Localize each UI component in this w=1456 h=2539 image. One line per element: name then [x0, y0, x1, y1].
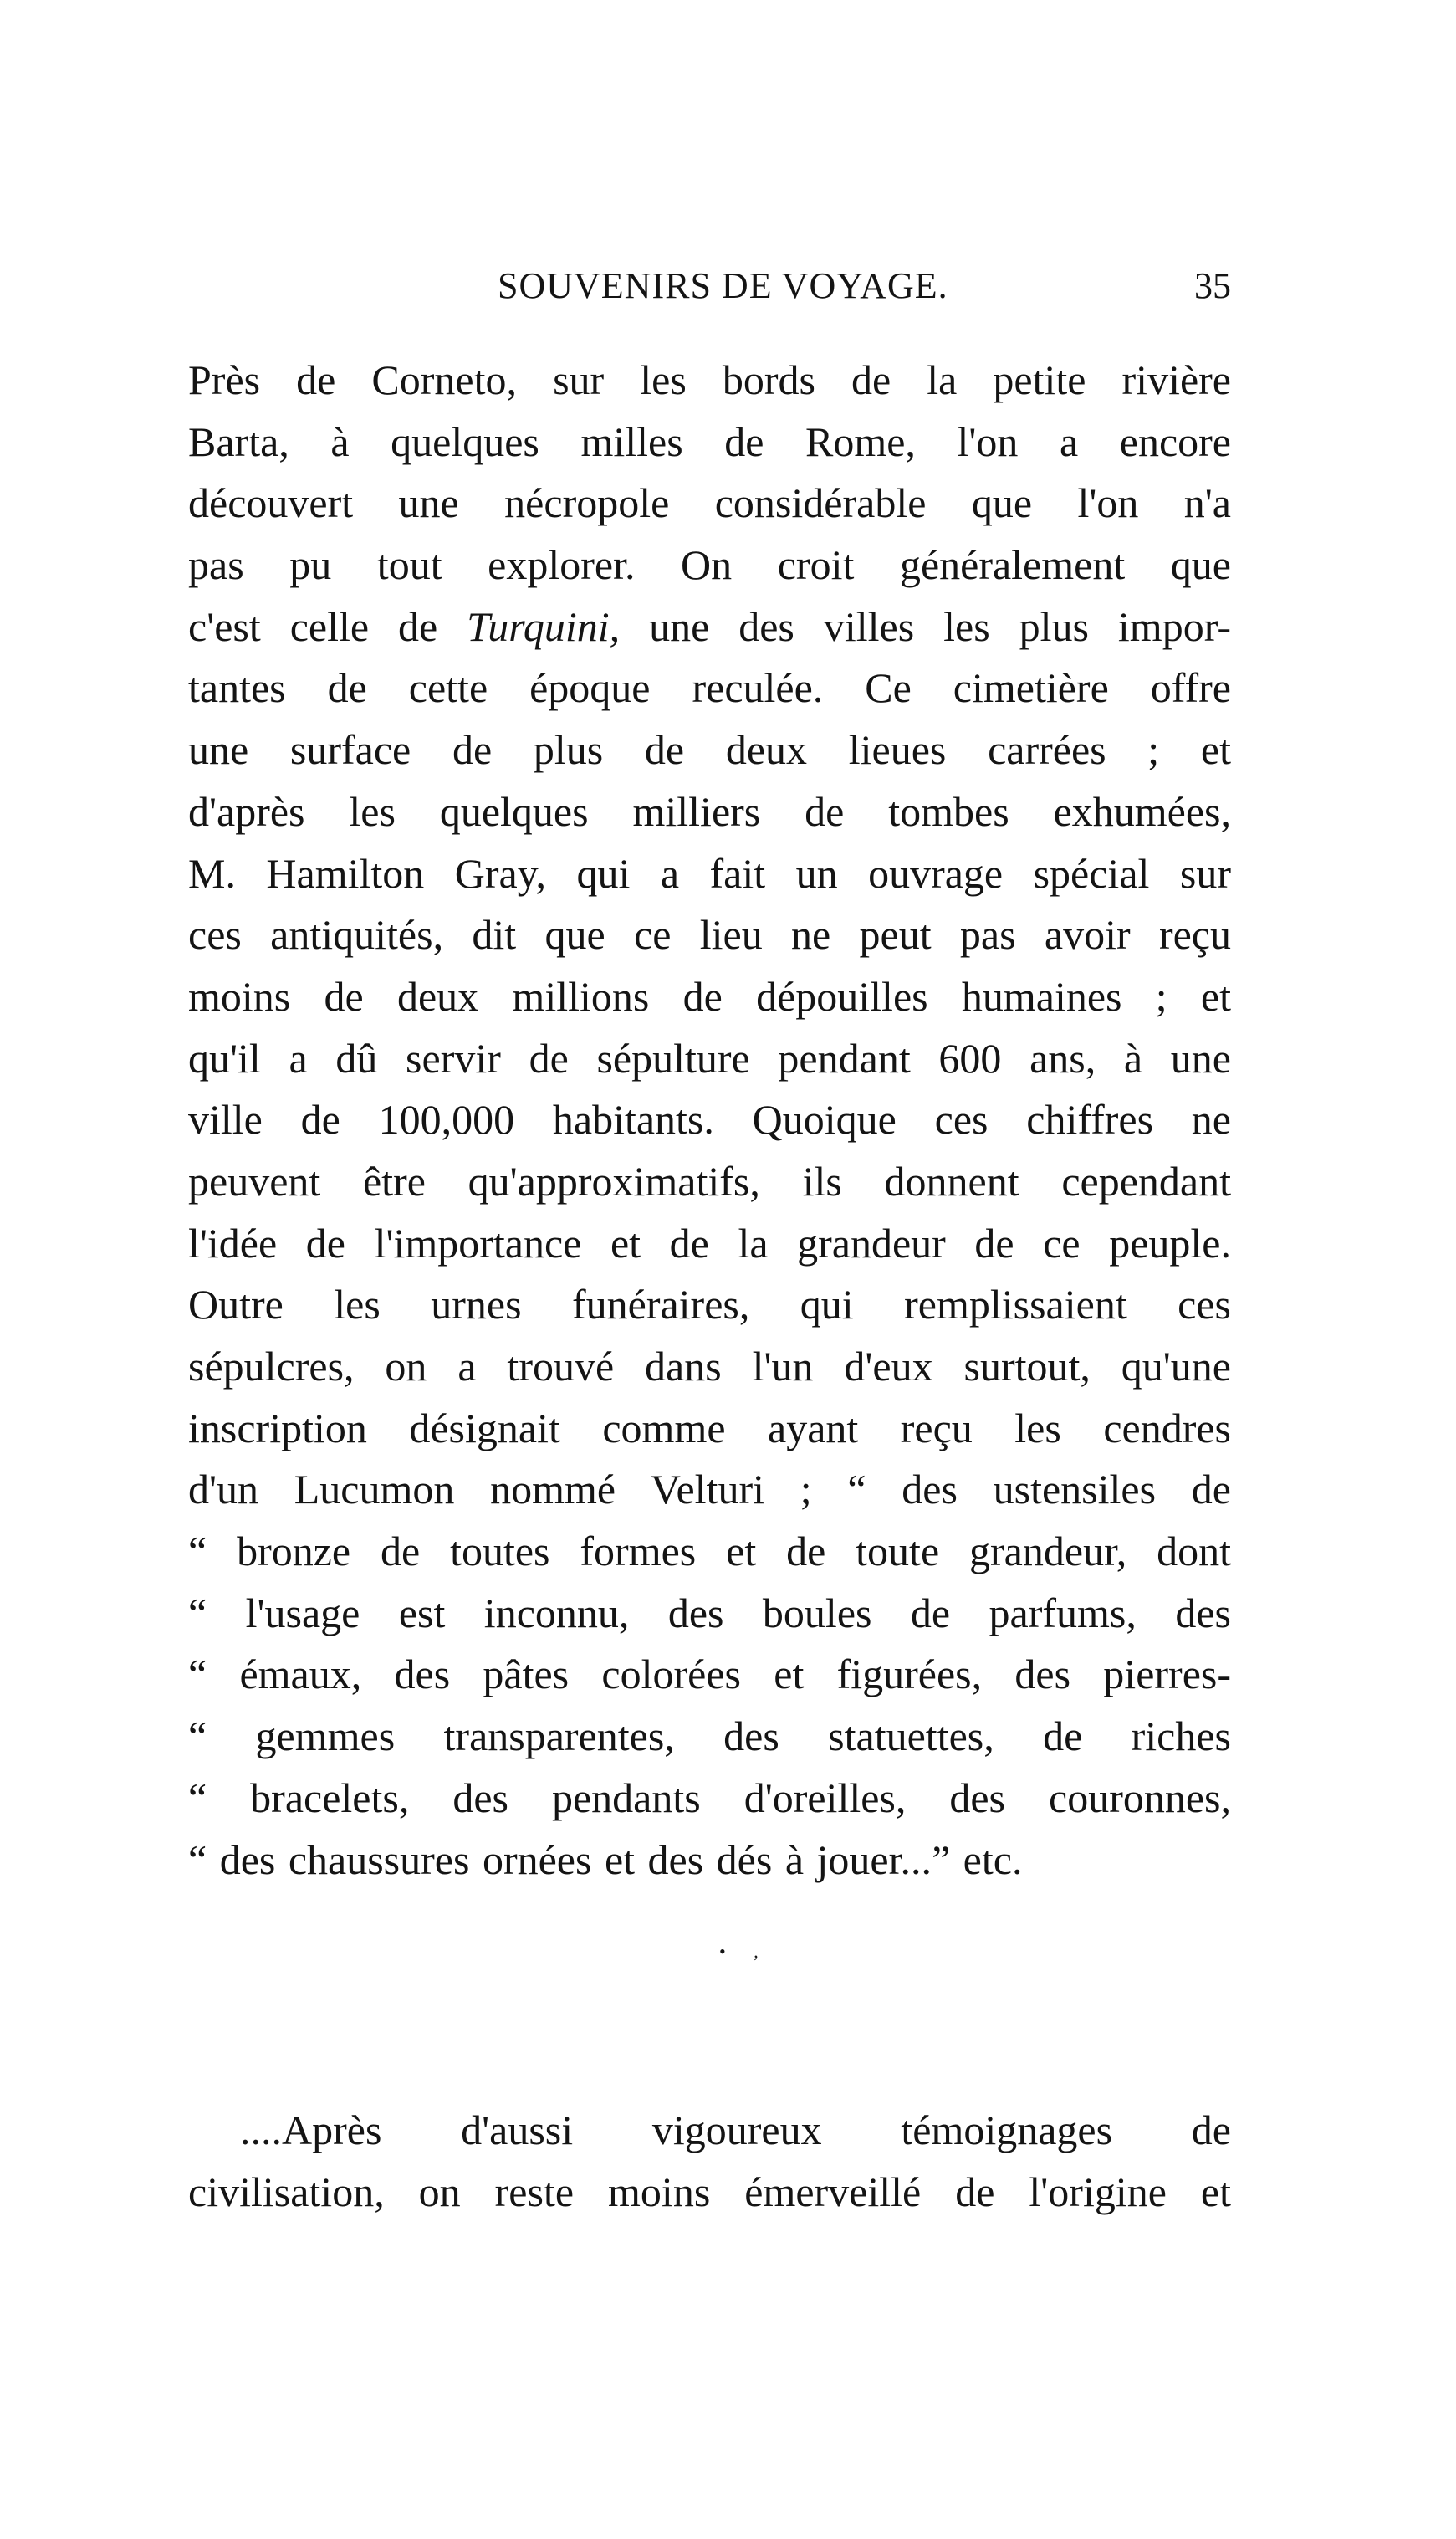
text-line: une surface de plus de deux lieues carrées ; et	[188, 726, 1231, 774]
text-segment: une des villes les plus impor-	[620, 602, 1231, 650]
text-line: “ bronze de toutes formes et de toute grandeur, dont	[188, 1528, 1231, 1575]
text-line: ces antiquités, dit que ce lieu ne peut pas avoir reçu	[188, 911, 1231, 959]
text-segment: c'est celle de	[188, 602, 467, 650]
text-line: civilisation, on reste moins émerveillé de l'origine et	[188, 2168, 1231, 2215]
text-line: Outre les urnes funéraires, qui remplissaient ces	[188, 1281, 1231, 1328]
paragraph-necropolis	[188, 350, 1231, 1891]
text-line: d'un Lucumon nommé Velturi ; “ des ustensiles de	[188, 1466, 1231, 1513]
text-line: “ bracelets, des pendants d'oreilles, des couronnes,	[188, 1774, 1231, 1821]
section-ornament: • ,	[719, 1941, 770, 1962]
text-line: M. Hamilton Gray, qui a fait un ouvrage spécial sur	[188, 849, 1231, 897]
text-line: sépulcres, on a trouvé dans l'un d'eux surtout, qu'une	[188, 1343, 1231, 1390]
text-line: “ gemmes transparentes, des statuettes, de riches	[188, 1712, 1231, 1760]
text-line: Barta, à quelques milles de Rome, l'on a encore	[188, 417, 1231, 465]
text-line: l'idée de l'importance et de la grandeur de ce peuple.	[188, 1219, 1231, 1267]
text-line: tantes de cette époque reculée. Ce cimetière offre	[188, 664, 1231, 712]
page-number: 35	[1194, 265, 1231, 306]
text-line: “ émaux, des pâtes colorées et figurées, des pierres-	[188, 1651, 1231, 1698]
text-line: d'après les quelques milliers de tombes exhumées,	[188, 787, 1231, 835]
text-line: ville de 100,000 habitants. Quoique ces chiffres ne	[188, 1096, 1231, 1144]
text-line: peuvent être qu'approximatifs, ils donnent cependant	[188, 1157, 1231, 1205]
text-line: “ des chaussures ornées et des dés à jouer...” etc.	[188, 1835, 1023, 1883]
text-line: moins de deux millions de dépouilles humaines ; et	[188, 972, 1231, 1020]
text-line	[188, 596, 1231, 658]
running-title: SOUVENIRS DE VOYAGE.	[498, 265, 948, 306]
text-line: Près de Corneto, sur les bords de la petite rivière	[188, 356, 1231, 403]
text-line: pas pu tout explorer. On croit généralement que	[188, 541, 1231, 589]
text-line: ....Après d'aussi vigoureux témoignages de	[240, 2106, 1231, 2153]
italic-place-name: Turquini,	[467, 602, 621, 650]
text-line: découvert une nécropole considérable que l'on n'a	[188, 479, 1231, 527]
text-line: “ l'usage est inconnu, des boules de parfums, des	[188, 1589, 1231, 1636]
text-line: qu'il a dû servir de sépulture pendant 600 ans, à une	[188, 1034, 1231, 1082]
text-line: inscription désignait comme ayant reçu les cendres	[188, 1404, 1231, 1451]
paragraph-civilisation	[188, 2100, 1231, 2223]
